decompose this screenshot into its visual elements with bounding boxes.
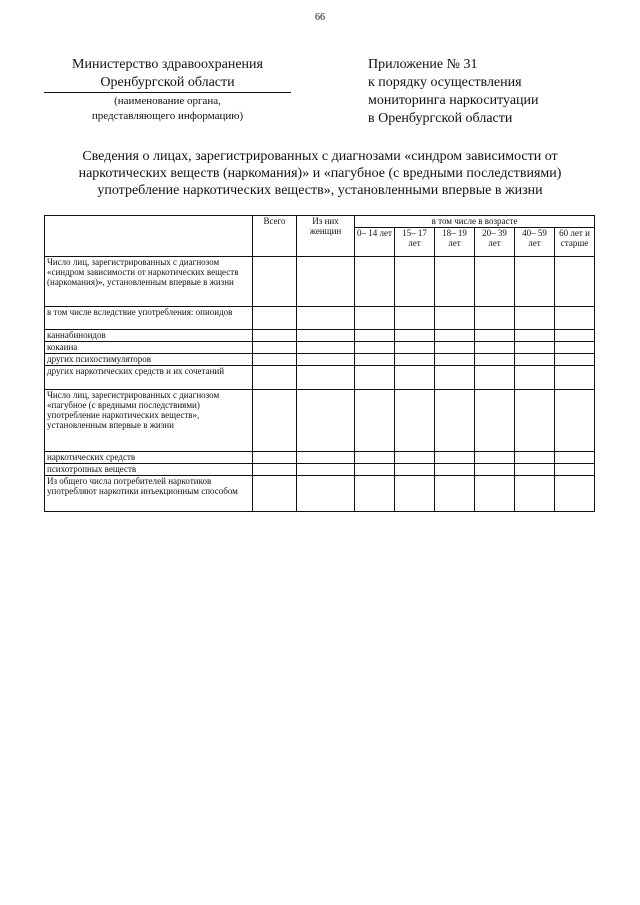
- table-row: [45, 330, 595, 342]
- table-cell: [435, 366, 475, 390]
- appendix-line1: Приложение № 31: [368, 57, 478, 72]
- table-cell: [515, 390, 555, 452]
- header-age-40-59: 40– 59 лет: [515, 228, 555, 257]
- report-title: [40, 148, 600, 199]
- table-cell: [435, 307, 475, 330]
- table-cell: [253, 464, 297, 476]
- table-cell: [355, 476, 395, 512]
- table-cell: [475, 330, 515, 342]
- report-table-wrapper: [44, 215, 594, 512]
- table-cell: [395, 464, 435, 476]
- header-age-0-14: 0– 14 лет: [355, 228, 395, 257]
- table-cell: [253, 390, 297, 452]
- table-cell: [395, 307, 435, 330]
- table-cell: [253, 307, 297, 330]
- table-cell: [475, 307, 515, 330]
- table-cell: [297, 390, 355, 452]
- table-cell: [515, 452, 555, 464]
- table-cell: [435, 464, 475, 476]
- table-row: [45, 257, 595, 307]
- report-title-line3: употребление наркотических веществ», установленными впервые в жизни: [97, 183, 543, 198]
- table-cell: [395, 330, 435, 342]
- table-row: [45, 342, 595, 354]
- table-cell: [435, 390, 475, 452]
- table-cell: [395, 342, 435, 354]
- table-cell: [515, 464, 555, 476]
- appendix-line3: мониторинга наркоситуации: [368, 93, 539, 108]
- org-name-line2: Оренбургской области: [44, 74, 291, 93]
- table-cell: [515, 330, 555, 342]
- page-number: 66: [315, 12, 325, 23]
- table-cell: [555, 366, 595, 390]
- row-label: психотропных веществ: [45, 464, 253, 476]
- table-cell: [435, 476, 475, 512]
- table-cell: [355, 342, 395, 354]
- appendix-block: [368, 56, 608, 128]
- appendix-line4: в Оренбургской области: [368, 111, 513, 126]
- table-cell: [355, 452, 395, 464]
- table-cell: [475, 476, 515, 512]
- table-cell: [297, 342, 355, 354]
- table-row: [45, 307, 595, 330]
- table-cell: [297, 307, 355, 330]
- table-cell: [395, 354, 435, 366]
- appendix-line2: к порядку осуществления: [368, 75, 522, 90]
- table-cell: [395, 257, 435, 307]
- table-cell: [297, 464, 355, 476]
- organization-block: [40, 56, 295, 123]
- table-cell: [355, 307, 395, 330]
- table-cell: [555, 307, 595, 330]
- table-cell: [555, 330, 595, 342]
- table-cell: [297, 366, 355, 390]
- row-label: других наркотических средств и их сочетаний: [45, 366, 253, 390]
- row-label: других психостимуляторов: [45, 354, 253, 366]
- table-cell: [253, 366, 297, 390]
- table-cell: [475, 464, 515, 476]
- table-cell: [475, 366, 515, 390]
- table-cell: [435, 342, 475, 354]
- table-cell: [555, 464, 595, 476]
- table-cell: [555, 257, 595, 307]
- org-caption-line2: представляющего информацию): [91, 110, 244, 122]
- row-label: Из общего числа потребителей наркотиков употребляют наркотики инъекционным способом: [45, 476, 253, 512]
- header-age-20-39: 20– 39 лет: [475, 228, 515, 257]
- row-label: каннабиноидов: [45, 330, 253, 342]
- table-cell: [395, 476, 435, 512]
- table-cell: [253, 257, 297, 307]
- header-indicator: [45, 216, 253, 257]
- table-cell: [555, 342, 595, 354]
- table-row: [45, 464, 595, 476]
- table-cell: [515, 366, 555, 390]
- report-title-line2: наркотических веществ (наркомания)» и «пагубное (с вредными последствиями): [78, 166, 562, 181]
- table-cell: [475, 354, 515, 366]
- header-women: Из них женщин: [297, 216, 355, 257]
- table-cell: [555, 354, 595, 366]
- header-age-group: в том числе в возрасте: [355, 216, 595, 228]
- org-name-line1: Министерство здравоохранения: [72, 57, 263, 72]
- table-cell: [555, 476, 595, 512]
- table-cell: [355, 354, 395, 366]
- table-cell: [297, 354, 355, 366]
- report-table: [44, 215, 595, 512]
- table-cell: [395, 452, 435, 464]
- header-total: Всего: [253, 216, 297, 257]
- table-cell: [253, 476, 297, 512]
- table-row: [45, 366, 595, 390]
- table-cell: [395, 390, 435, 452]
- table-cell: [475, 390, 515, 452]
- row-label: в том числе вследствие употребления: опиоидов: [45, 307, 253, 330]
- table-cell: [355, 257, 395, 307]
- table-cell: [515, 307, 555, 330]
- table-cell: [253, 354, 297, 366]
- row-label: Число лиц, зарегистрированных с диагнозом «синдром зависимости от наркотических веществ (наркомания)», установленным впервые в жизни: [45, 257, 253, 307]
- table-cell: [435, 354, 475, 366]
- table-cell: [253, 342, 297, 354]
- table-cell: [355, 390, 395, 452]
- table-cell: [297, 330, 355, 342]
- table-cell: [253, 452, 297, 464]
- table-cell: [515, 257, 555, 307]
- table-row: [45, 476, 595, 512]
- table-cell: [297, 476, 355, 512]
- table-cell: [355, 464, 395, 476]
- table-cell: [355, 330, 395, 342]
- row-label: кокаина: [45, 342, 253, 354]
- table-cell: [515, 354, 555, 366]
- table-cell: [475, 452, 515, 464]
- table-row: [45, 390, 595, 452]
- table-cell: [297, 452, 355, 464]
- table-cell: [435, 452, 475, 464]
- header-age-15-17: 15– 17 лет: [395, 228, 435, 257]
- table-cell: [515, 342, 555, 354]
- org-caption-line1: (наименование органа,: [114, 95, 221, 107]
- row-label: Число лиц, зарегистрированных с диагнозом «пагубное (с вредными последствиями) употребление наркотических веществ», установленным впервые в жизни: [45, 390, 253, 452]
- table-cell: [435, 257, 475, 307]
- table-row: [45, 452, 595, 464]
- table-row: [45, 354, 595, 366]
- table-cell: [355, 366, 395, 390]
- table-cell: [555, 390, 595, 452]
- table-cell: [555, 452, 595, 464]
- table-cell: [475, 342, 515, 354]
- report-title-line1: Сведения о лицах, зарегистрированных с диагнозами «синдром зависимости от: [82, 149, 558, 164]
- header-age-18-19: 18– 19 лет: [435, 228, 475, 257]
- table-cell: [253, 330, 297, 342]
- table-cell: [395, 366, 435, 390]
- row-label: наркотических средств: [45, 452, 253, 464]
- header-age-60-plus: 60 лет и старше: [555, 228, 595, 257]
- table-cell: [435, 330, 475, 342]
- table-cell: [297, 257, 355, 307]
- table-cell: [515, 476, 555, 512]
- table-cell: [475, 257, 515, 307]
